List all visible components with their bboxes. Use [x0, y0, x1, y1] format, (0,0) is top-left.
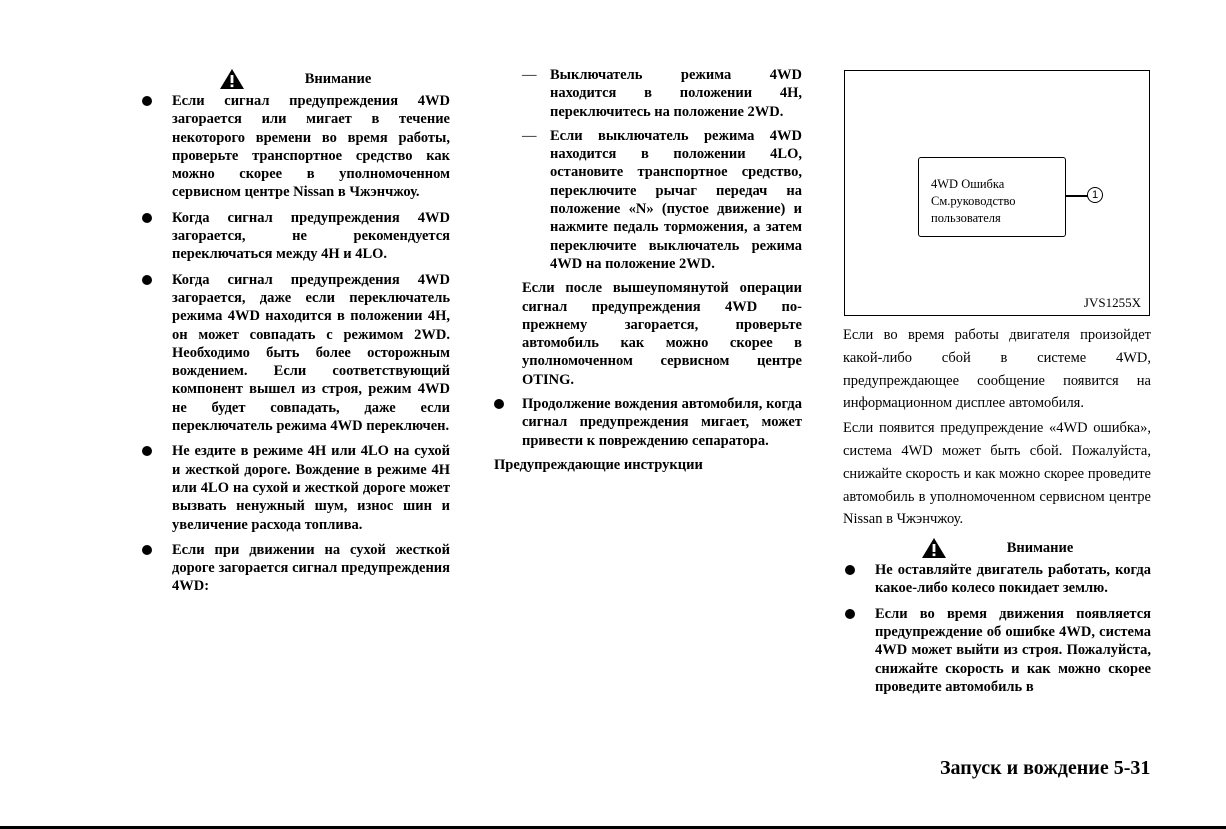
- list-item: Когда сигнал предупреждения 4WD загорается, не рекомендуется переключаться между 4H и 4LO.: [140, 209, 450, 264]
- info-display: [918, 157, 1066, 237]
- callout-number: 1: [1087, 187, 1103, 203]
- list-item: Не ездите в режиме 4H или 4LO на сухой и жесткой дороге. Вождение в режиме 4H или 4LO на сухой и жесткой дороге может вызвать ненужный шум, износ шин и увеличение расхода топлива.: [140, 442, 450, 533]
- warning-triangle-icon: [921, 537, 947, 559]
- list-item: — Выключатель режима 4WD находится в положении 4H, переключитесь на положение 2WD.: [522, 67, 802, 120]
- display-line: пользователя: [931, 211, 1001, 225]
- list-item: — Если выключатель режима 4WD находится в положении 4LO, остановите транспортное средство, переключите рычаг передач на положение «N» (пустое движение) и нажмите педаль торможения, а затем переключите выключатель режима 4WD на положение 2WD.: [522, 127, 802, 272]
- page-footer: Запуск и вождение 5-31: [940, 757, 1151, 779]
- figure-code: JVS1255X: [1083, 295, 1141, 310]
- display-figure: [844, 70, 1150, 316]
- warning-triangle-icon: [219, 68, 245, 90]
- list-item: Продолжение вождения автомобиля, когда сигнал предупреждения мигает, может привести к повреждению сепаратора.: [494, 395, 802, 450]
- paragraph: Если после вышеупомянутой операции сигнал предупреждения 4WD по-прежнему загорается, проверьте автомобиль как можно скорее в уполномоченном сервисном центре OTING.: [522, 280, 802, 388]
- list-item: Если во время движения появляется предупреждение об ошибке 4WD, система 4WD может выйти из строя. Пожалуйста, снижайте скорость и как можно скорее проведите автомобиль в: [843, 605, 1151, 696]
- warning-title: Внимание: [1006, 539, 1074, 556]
- section-title: Предупреждающие инструкции: [494, 456, 703, 473]
- list-item: Не оставляйте двигатель работать, когда какое-либо колесо покидает землю.: [843, 561, 1151, 598]
- list-item: Когда сигнал предупреждения 4WD загорается, даже если переключатель режима 4WD находится в положении 4H, он может совпадать с режимом 2WD. Необходимо быть более осторожным вождением. Если соответствующий компонент вышел из строя, режим 4WD не будет совпадать, даже если переключатель режима 4WD переключен.: [140, 271, 450, 436]
- warning-header: [843, 537, 1151, 559]
- right-column: [843, 70, 1151, 703]
- list-item: Если при движении на сухой жесткой дороге загорается сигнал предупреждения 4WD:: [140, 541, 450, 596]
- warning-title: Внимание: [304, 70, 372, 87]
- left-column: [140, 68, 450, 603]
- display-line: См.руководство: [931, 194, 1016, 208]
- middle-column: [494, 66, 802, 474]
- paragraph: Если во время работы двигателя произойдет какой-либо сбой в системе 4WD, предупреждающее сообщение появится на информационном дисплее автомобиля.: [843, 327, 1151, 412]
- callout-leader: [1066, 195, 1088, 197]
- list-item: Если сигнал предупреждения 4WD загорается или мигает в течение некоторого времени во время работы, проверьте транспортное средство как можно скорее в уполномоченном сервисном центре Nissan в Чжэнчжоу.: [140, 92, 450, 202]
- paragraph: Если появится предупреждение «4WD ошибка», система 4WD может быть сбой. Пожалуйста, снижайте скорость и как можно скорее проведите автомобиль в уполномоченном сервисном центре Nissan в Чжэнчжоу.: [843, 420, 1151, 528]
- warning-header: [140, 68, 450, 90]
- display-line: 4WD Ошибка: [931, 177, 1005, 191]
